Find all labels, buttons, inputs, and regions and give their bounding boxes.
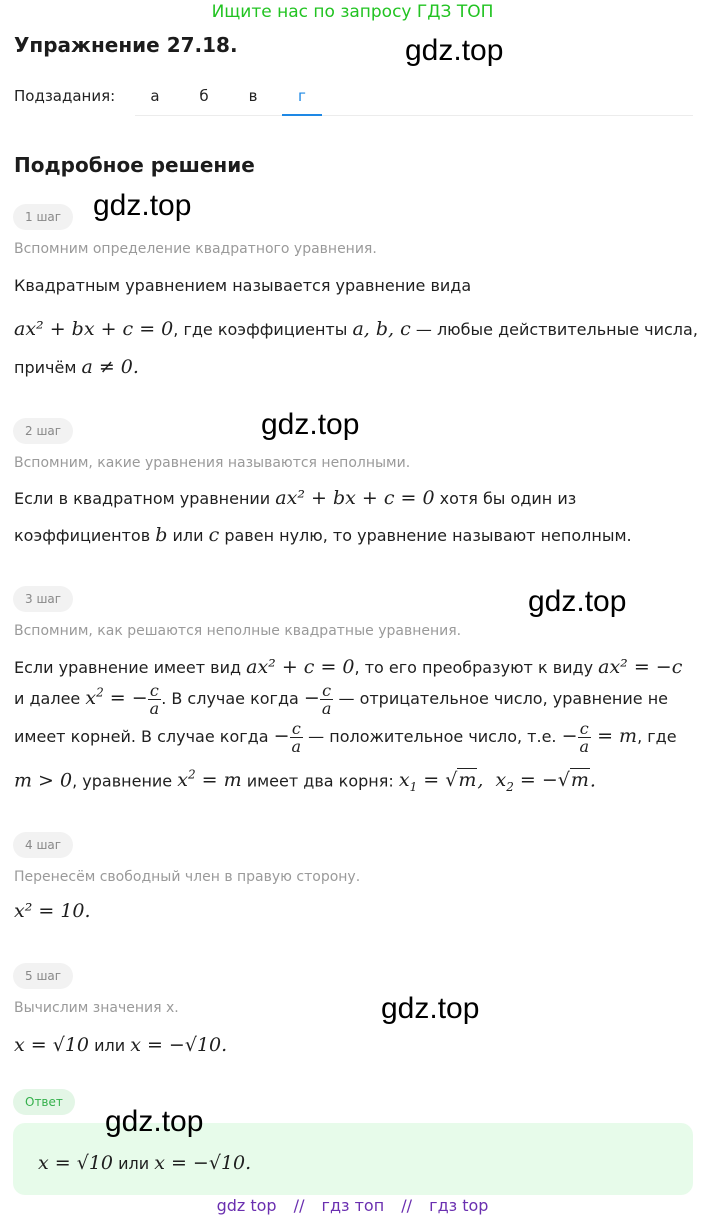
- step-badge: 3 шаг: [13, 586, 73, 612]
- step-text: Квадратным уравнением называется уравнение вида: [14, 276, 472, 295]
- step-text: Если в квадратном уравнении ax² + bx + c = 0 хотя бы один из: [14, 487, 577, 509]
- step-text: имеет корней. В случае когда − $\frac{c}{a}$ — положительное число, т.е. − $\frac{c}{a}$ = m, где: [14, 719, 677, 756]
- step-badge: 1 шаг: [13, 204, 73, 230]
- footer-link[interactable]: гдз топ: [321, 1196, 385, 1215]
- watermark: gdz.top: [105, 1105, 204, 1138]
- step-badge: 5 шаг: [13, 963, 73, 989]
- tab-g[interactable]: г: [298, 87, 306, 105]
- answer-badge: Ответ: [13, 1089, 75, 1115]
- tab-a[interactable]: а: [150, 87, 160, 105]
- footer-link[interactable]: гдз top: [429, 1196, 489, 1215]
- active-tab-indicator: [282, 114, 322, 116]
- step-hint: Вспомним, как решаются неполные квадратные уравнения.: [14, 623, 462, 639]
- watermark: gdz.top: [405, 34, 504, 67]
- step-badge: 4 шаг: [13, 832, 73, 858]
- tabs-divider: [135, 115, 693, 116]
- watermark: gdz.top: [528, 585, 627, 618]
- page-title: Упражнение 27.18.: [14, 33, 238, 57]
- formula: a ≠ 0.: [81, 356, 139, 378]
- tab-b[interactable]: б: [199, 87, 209, 105]
- promo-banner[interactable]: Ищите нас по запросу ГДЗ ТОП: [211, 2, 494, 22]
- step-hint: Вспомним, какие уравнения называются неполными.: [14, 455, 411, 471]
- footer-link[interactable]: gdz top: [216, 1196, 277, 1215]
- step-text: и далее $x^2$ = − $\frac{c}{a}$ . В случае когда − $\frac{c}{a}$ — отрицательное число, уравнение не: [14, 681, 669, 718]
- fraction: $\frac{c}{a}$: [149, 681, 160, 718]
- formula: x = −√10.: [154, 1152, 252, 1174]
- answer-text: x = √10 или x = −√10.: [38, 1152, 252, 1174]
- step-hint: Перенесём свободный член в правую сторону.: [14, 869, 361, 885]
- formula: ax² + bx + c = 0: [275, 487, 435, 509]
- footer-separator: //: [293, 1196, 305, 1215]
- step-text: [14, 900, 91, 922]
- watermark: gdz.top: [93, 189, 192, 222]
- tab-v[interactable]: в: [248, 87, 258, 105]
- formula: ax² = −c: [598, 656, 683, 678]
- step-text: Если уравнение имеет вид ax² + c = 0, то его преобразуют к виду ax² = −c: [14, 656, 683, 678]
- fraction: $\frac{c}{a}$: [579, 719, 590, 756]
- formula: x = √10: [38, 1152, 113, 1174]
- step-hint: Вычислим значения x.: [14, 1000, 179, 1016]
- step-badge: 2 шаг: [13, 418, 73, 444]
- formula: x = −√10.: [130, 1034, 228, 1056]
- footer-separator: //: [401, 1196, 413, 1215]
- step-text: причём a ≠ 0.: [14, 356, 139, 378]
- watermark: gdz.top: [381, 992, 480, 1025]
- formula: x² = 10.: [14, 900, 91, 922]
- formula: ax² + bx + c = 0: [14, 318, 174, 340]
- formula: ax² + c = 0: [246, 656, 355, 678]
- solution-title: Подробное решение: [14, 153, 255, 177]
- formula: x = √10: [14, 1034, 89, 1056]
- formula: a, b, c: [352, 318, 411, 340]
- step-text: ax² + bx + c = 0, где коэффициенты a, b, c — любые действительные числа,: [14, 318, 698, 340]
- step-hint: Вспомним определение квадратного уравнения.: [14, 241, 377, 257]
- watermark: gdz.top: [261, 408, 360, 441]
- fraction: $\frac{c}{a}$: [321, 681, 332, 718]
- subtasks-label: Подзадания:: [14, 87, 116, 105]
- fraction: $\frac{c}{a}$: [291, 719, 302, 756]
- footer-links: [0, 1196, 705, 1215]
- step-text: x = √10 или x = −√10.: [14, 1034, 228, 1056]
- step-text: m > 0, уравнение $x^2 = m$ имеет два корня: $x_1 = √m$, $x_2 = -√m$.: [14, 768, 596, 795]
- step-text: коэффициентов b или c равен нулю, то уравнение называют неполным.: [14, 524, 632, 546]
